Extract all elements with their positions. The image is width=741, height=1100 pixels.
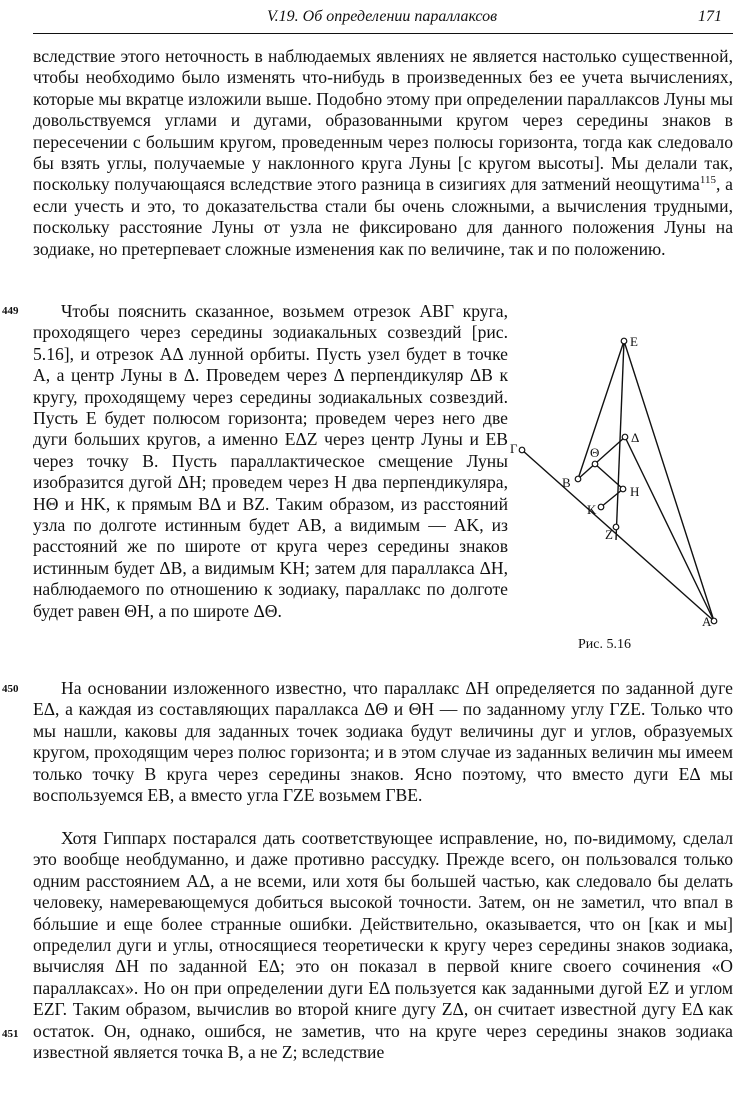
label-D: Δ [631,430,640,445]
point-H [620,486,626,492]
label-A: A [702,614,712,629]
label-K: K [587,502,597,517]
point-A [711,618,717,624]
point-D [622,434,628,440]
paragraph-2 [33,301,508,622]
label-Z: Z [605,527,613,542]
label-G: Г [510,441,518,456]
paragraph-4-text: Хотя Гиппарх постарался дать соответствующее исправление, но, по-видимому, сделал это вообще необдуманно, и даже противно рассудку. Прежде всего, он пользовался только одним расстоянием AΔ, а не всеми, или хотя бы большей частью, как следовало бы делать человеку, намеревающемуся добиться высокой точности. Затем, он не заметил, что впал в бóльшие и еще более странные ошибки. Действительно, оказывается, что он [как и мы] определил дуги и углы, относящиеся теоретически к кругу через середины знаков зодиака, вычисляя ΔH по заданной EΔ; это он показал в первой книге своего сочинения «О параллаксах». Но он при определении дуги EΔ пользуется как заданными дугой EZ и углом EZГ. Таким образом, вычислив во второй книге дугу ZΔ, он считает известной дугу EΔ как остаток. Он, однако, ошибся, не заметив, что на круге через середины знаков зодиака известной является точка B, а не Z; вследствие [33,828,733,1063]
margin-number-451: 451 [2,1028,19,1040]
point-G [519,447,525,453]
margin-number-450: 450 [2,683,19,695]
line-EA [624,341,714,621]
point-B [575,476,581,482]
point-K [598,504,604,510]
paragraph-1-text-a: вследствие этого неточность в наблюдаемых явлениях не является настолько существенной, чтобы необходимо было изменять что-нибудь в произведенных без ее учета вычислениях, которые мы вкратце изложили выше. Подобно этому при определении параллаксов Луны мы довольствуемся углами и дугами, образованными кругом через середины знаков в пересечении с большим кругом, проведенным через полюсы горизонта, тогда как следовало бы взять углы, получаемые у наклонного круга Луны [с кругом высоты]. Мы делали так, поскольку получающаяся вследствие этого разница в сизигиях для затмений неощутима [33,46,733,195]
running-header [36,8,728,30]
line-HK [601,489,623,507]
label-B: B [562,475,571,490]
paragraph-4 [33,828,733,1063]
paragraph-2-text: Чтобы пояснить сказанное, возьмем отрезок АВГ круга, проходящего через середины зодиакальных созвездий [рис. 5.16], и отрезок АΔ лунной орбиты. Пусть узел будет в точке А, а центр Луны в Δ. Проведем через Δ перпендикуляр ΔB к кругу, проходящему через середины зодиакальных созвездий. Пусть E будет полюсом горизонта; проведем через него две дуги больших кругов, а именно EΔZ через центр Луны и EB через точку B. Пусть параллактическое смещение Луны изобразится дугой ΔH; проведем через H два перпендикуляра, HΘ и HK, к прямым BΔ и BZ. Таким образом, из расстояний узла по долготе истинным будет AB, а видимым — AK, из расстояний же по широте от круга через середины знаков истинным будет ΔB, а видимым KH; затем для параллакса ΔH, наблюдаемого по отношению к зодиаку, параллакс по долготе будет равен ΘH, а по широте ΔΘ. [33,301,508,621]
line-DA [625,437,714,621]
page-number: 171 [698,8,722,25]
header-rule [33,33,733,34]
footnote-ref: 115 [699,174,716,187]
point-Z [613,524,619,530]
paragraph-1 [33,46,733,260]
paragraph-3 [33,678,733,806]
point-E [621,338,627,344]
label-E: E [630,334,638,349]
point-Th [592,461,598,467]
label-H: H [630,484,640,499]
paragraph-3-text: На основании изложенного известно, что параллакс ΔH определяется по заданной дуге EΔ, а каждая из составляющих параллакса ΔΘ и ΘH — по заданному углу ГZE. Только что мы нашли, каковы для заданных точек зодиака будут величины дуг и углов, образуемых кругом, проходящим через полюс горизонта; и в этом случае из заданных величин мы имеем только точку B круга через середины знаков. Ясно поэтому, что вместо дуги EΔ мы воспользуемся EB, а вместо угла ГZE возьмем ГBE. [33,678,733,806]
figure-5-16 [510,330,736,660]
label-Th: Θ [590,445,600,460]
paragraph-1-text-b: , а если учесть и это, то доказательства стали бы очень сложными, а вычисления трудными, поскольку расстояние Луны от узла не фиксировано для данного положения Луны на зодиаке, но претерпевает сложные изменения как по величине, так и по положению. [33,174,733,259]
figure-caption: Рис. 5.16 [578,637,631,652]
line-EZ [616,341,624,540]
margin-number-449: 449 [2,305,19,317]
running-title: V.19. Об определении параллаксов [266,8,498,25]
